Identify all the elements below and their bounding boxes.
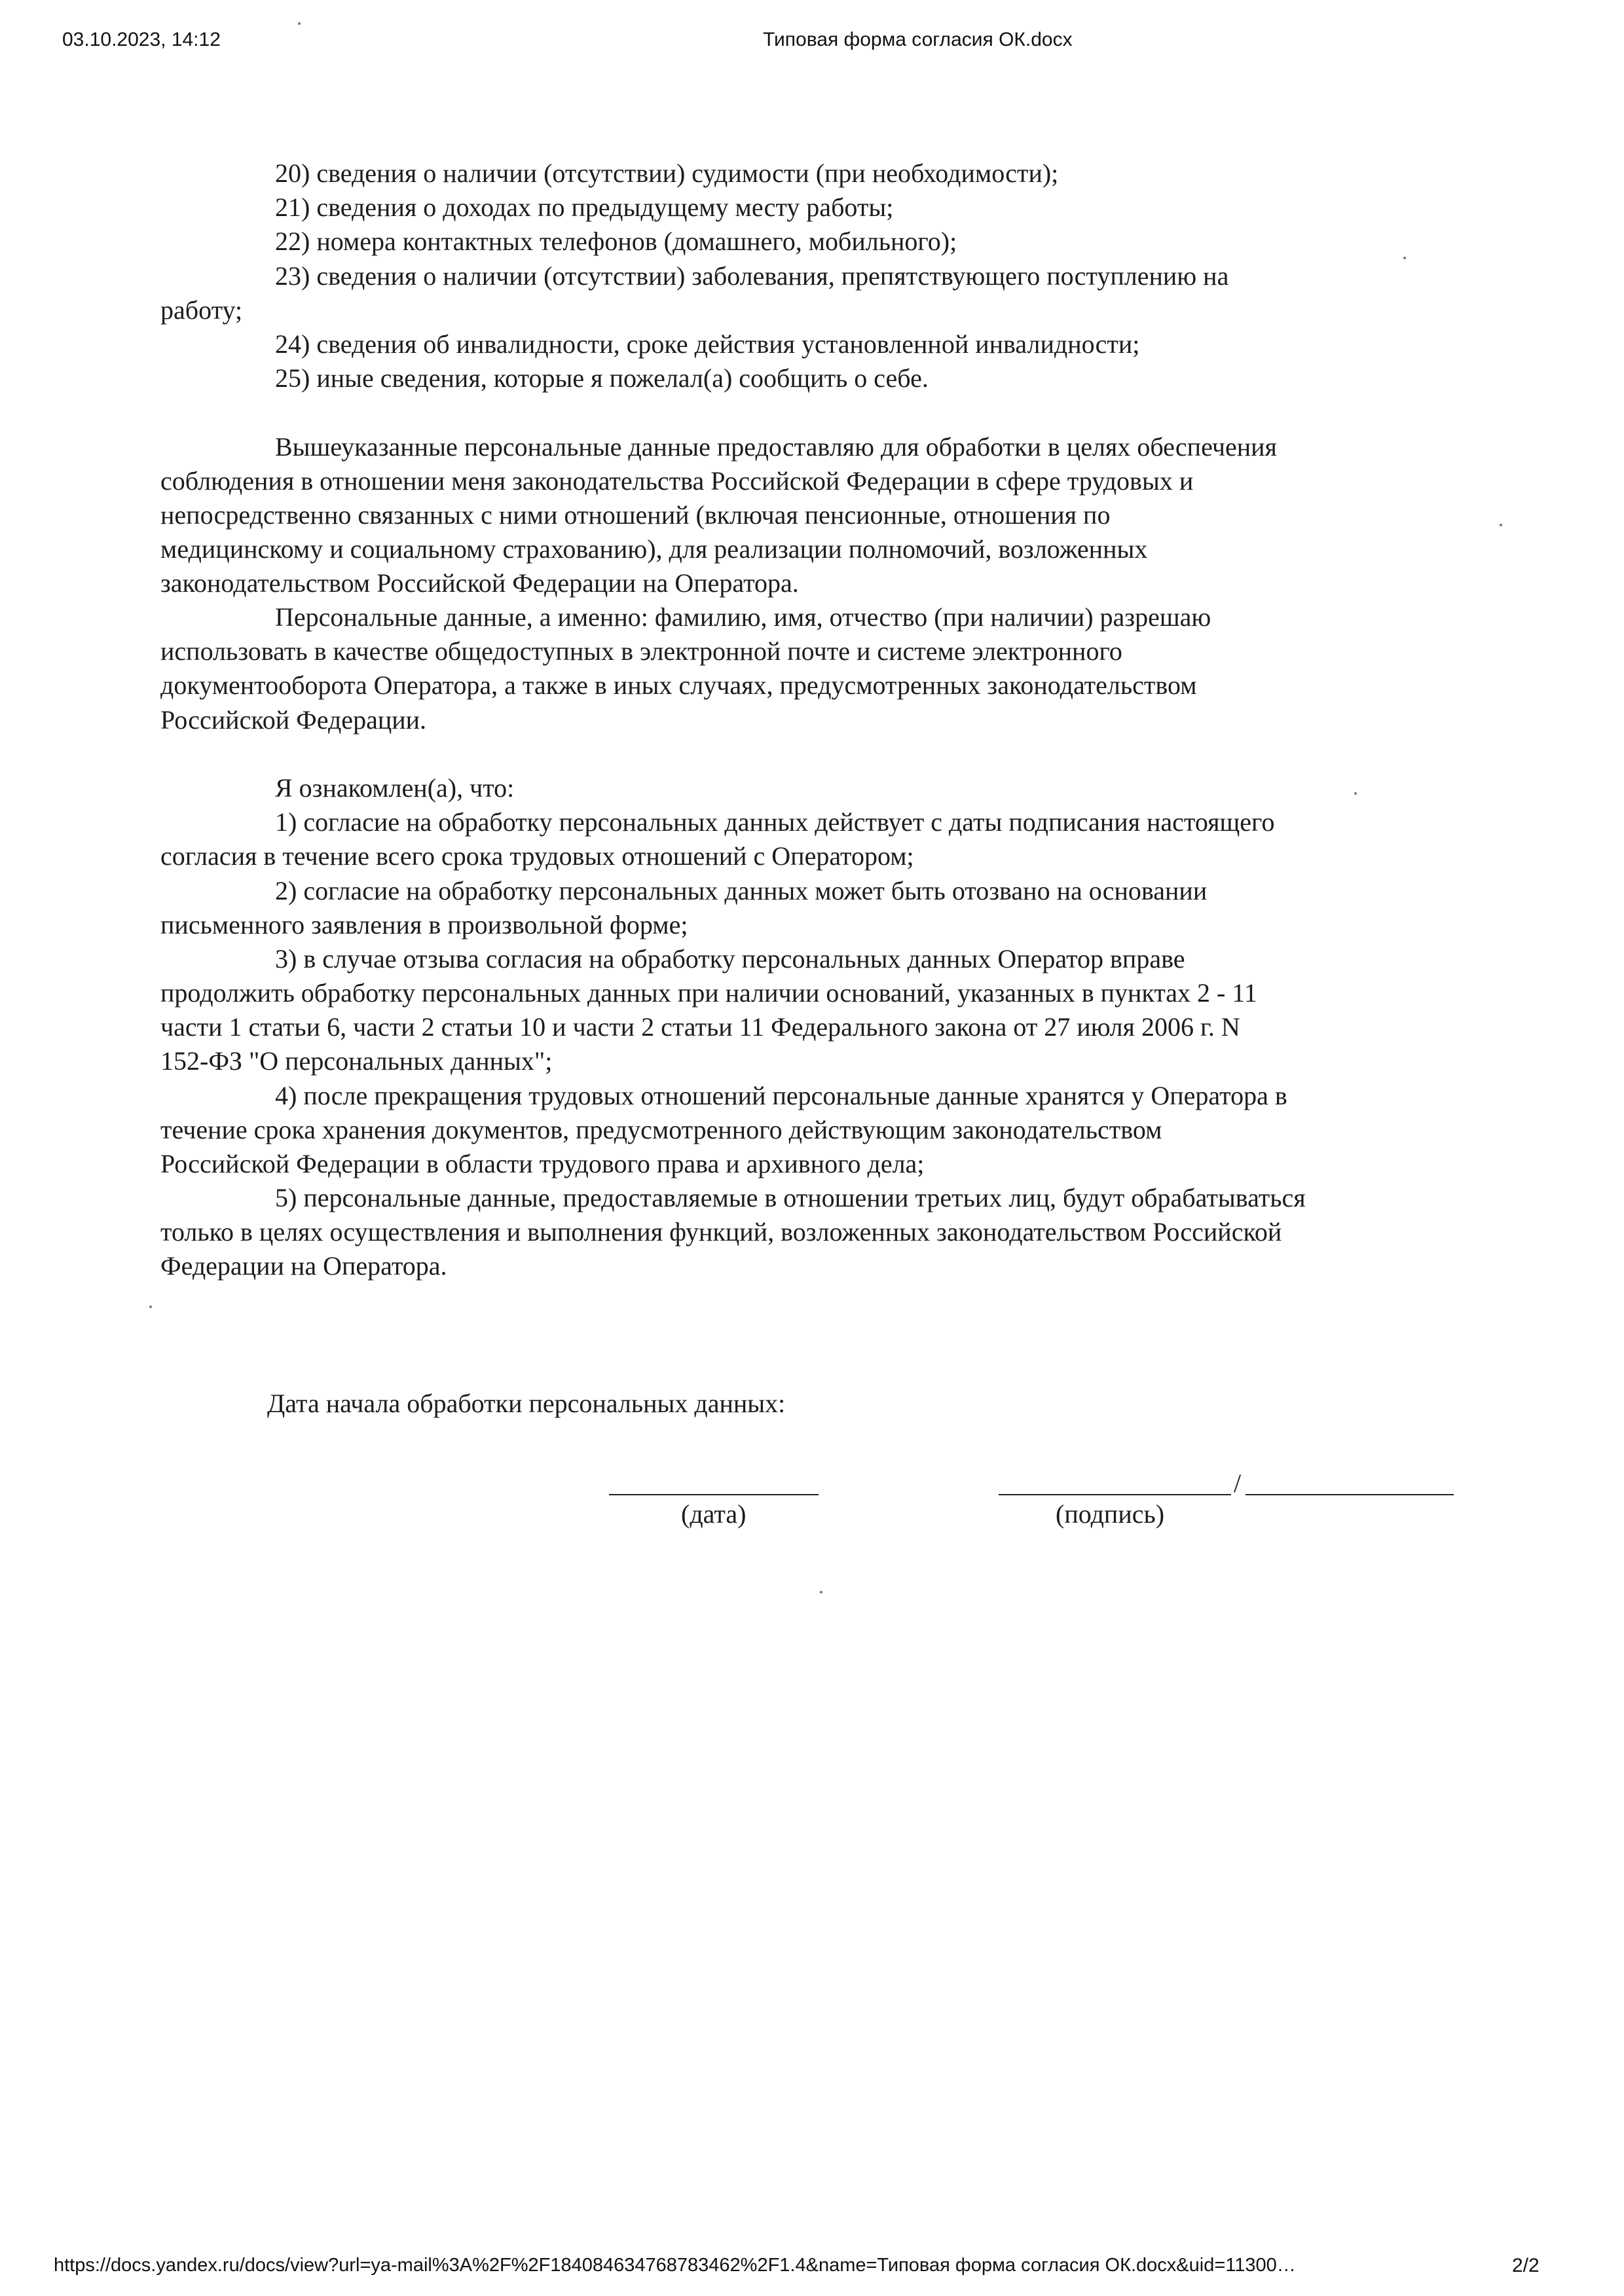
scan-speck: [149, 1305, 152, 1308]
scan-speck: [1500, 524, 1502, 526]
list-item: 20) сведения о наличии (отсутствии) судимости (при необходимости);: [275, 158, 1059, 188]
signature-separator: /: [1234, 1468, 1242, 1498]
print-datetime: 03.10.2023, 14:12: [62, 29, 221, 50]
list-item: 24) сведения об инвалидности, сроке действия установленной инвалидности;: [275, 329, 1140, 359]
print-document-title: Типовая форма согласия ОК.docx: [763, 29, 1073, 50]
public-data-line: использовать в качестве общедоступных в электронной почте и системе электронного: [160, 636, 1122, 666]
date-line: [609, 1494, 819, 1495]
acknowledgement-line: продолжить обработку персональных данных при наличии оснований, указанных в пунктах 2 - 11: [160, 978, 1257, 1008]
list-item: 25) иные сведения, которые я пожелал(а) сообщить о себе.: [275, 363, 929, 393]
signature-caption: (подпись): [1056, 1499, 1165, 1529]
scan-speck: [298, 22, 301, 25]
list-item: 22) номера контактных телефонов (домашнего, мобильного);: [275, 227, 957, 256]
scan-speck: [1403, 257, 1406, 259]
name-line: [1246, 1494, 1454, 1495]
acknowledgement-line: Федерации на Оператора.: [160, 1251, 447, 1281]
print-url: https://docs.yandex.ru/docs/view?url=ya-mail%3A%2F%2F184084634768783462%2F1.4&name=Типовая форма согласия ОК.docx&uid=11300…: [54, 2255, 1296, 2276]
purpose-line: соблюдения в отношении меня законодательства Российской Федерации в сфере трудовых и: [160, 466, 1194, 496]
acknowledgement-line: 152-ФЗ "О персональных данных";: [160, 1046, 553, 1076]
purpose-line: медицинскому и социальному страхованию), для реализации полномочий, возложенных: [160, 534, 1148, 564]
purpose-line: непосредственно связанных с ними отношений (включая пенсионные, отношения по: [160, 500, 1111, 530]
acknowledgement-line: письменного заявления в произвольной форме;: [160, 910, 688, 939]
scan-speck: [1354, 792, 1357, 795]
acknowledgement-line: 3) в случае отзыва согласия на обработку персональных данных Оператор вправе: [275, 944, 1185, 974]
acknowledgement-intro: Я ознакомлен(а), что:: [275, 773, 515, 803]
public-data-line: Российской Федерации.: [160, 705, 427, 735]
purpose-line: законодательством Российской Федерации на Оператора.: [160, 568, 799, 598]
acknowledgement-line: части 1 статьи 6, части 2 статьи 10 и части 2 статьи 11 Федерального закона от 27 июля 2006 г. N: [160, 1012, 1240, 1042]
list-item: 21) сведения о доходах по предыдущему месту работы;: [275, 192, 894, 222]
list-item: работу;: [160, 295, 243, 325]
acknowledgement-line: 2) согласие на обработку персональных данных может быть отозвано на основании: [275, 876, 1208, 905]
public-data-line: Персональные данные, а именно: фамилию, имя, отчество (при наличии) разрешаю: [275, 602, 1211, 632]
date-caption: (дата): [681, 1499, 747, 1529]
list-item: 23) сведения о наличии (отсутствии) заболевания, препятствующего поступлению на: [275, 261, 1229, 291]
scan-speck: [820, 1591, 822, 1594]
purpose-line: Вышеуказанные персональные данные предоставляю для обработки в целях обеспечения: [275, 432, 1277, 462]
start-date-label: Дата начала обработки персональных данных:: [267, 1389, 786, 1418]
acknowledgement-line: 1) согласие на обработку персональных данных действует с даты подписания настоящего: [275, 807, 1275, 837]
public-data-line: документооборота Оператора, а также в иных случаях, предусмотренных законодательством: [160, 670, 1197, 700]
print-page-number: 2/2: [1512, 2255, 1540, 2276]
acknowledgement-line: течение срока хранения документов, предусмотренного действующим законодательством: [160, 1115, 1162, 1144]
signature-line: [999, 1494, 1231, 1495]
acknowledgement-line: Российской Федерации в области трудового права и архивного дела;: [160, 1149, 925, 1178]
acknowledgement-line: только в целях осуществления и выполнения функций, возложенных законодательством Российской: [160, 1217, 1282, 1247]
acknowledgement-line: 4) после прекращения трудовых отношений персональные данные хранятся у Оператора в: [275, 1081, 1287, 1110]
acknowledgement-line: согласия в течение всего срока трудовых отношений с Оператором;: [160, 841, 914, 871]
acknowledgement-line: 5) персональные данные, предоставляемые в отношении третьих лиц, будут обрабатываться: [275, 1183, 1306, 1212]
